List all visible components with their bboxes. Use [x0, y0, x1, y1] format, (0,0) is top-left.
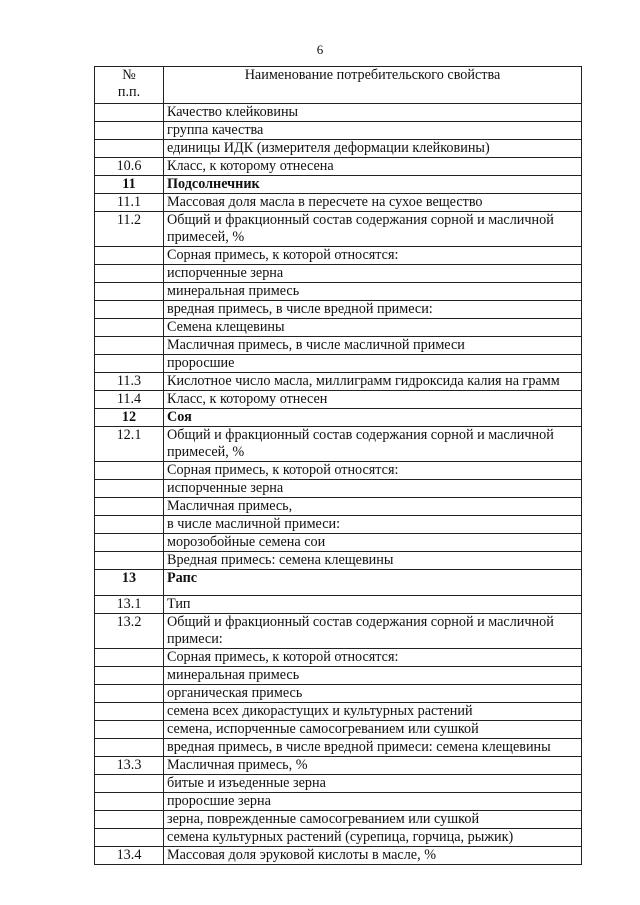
- row-number: [95, 552, 164, 570]
- table-row: [95, 158, 582, 176]
- table-row: [95, 649, 582, 667]
- table-row: [95, 104, 582, 122]
- table-row: [95, 265, 582, 283]
- row-number: [95, 480, 164, 498]
- table-row: [95, 176, 582, 194]
- row-property-name: Массовая доля эруковой кислоты в масле, %: [164, 847, 582, 865]
- table-row: [95, 614, 582, 649]
- table-row: [95, 212, 582, 247]
- row-property-name: Качество клейковины: [164, 104, 582, 122]
- row-number: [95, 498, 164, 516]
- row-property-name: вредная примесь, в числе вредной примеси:: [164, 301, 582, 319]
- row-property-name: Сорная примесь, к которой относятся:: [164, 462, 582, 480]
- row-property-name: Класс, к которому отнесена: [164, 158, 582, 176]
- row-property-name: Сорная примесь, к которой относятся:: [164, 649, 582, 667]
- row-number: [95, 775, 164, 793]
- table-row: [95, 427, 582, 462]
- row-number: [95, 247, 164, 265]
- row-number: [95, 337, 164, 355]
- row-number: 11: [95, 176, 164, 194]
- scan-artifact: [120, 876, 320, 882]
- table-row: [95, 122, 582, 140]
- row-number: 11.2: [95, 212, 164, 247]
- table-row: [95, 757, 582, 775]
- row-number: [95, 104, 164, 122]
- row-number: [95, 649, 164, 667]
- row-property-name: испорченные зерна: [164, 265, 582, 283]
- row-number: 10.6: [95, 158, 164, 176]
- row-property-name: в числе масличной примеси:: [164, 516, 582, 534]
- row-property-name: минеральная примесь: [164, 667, 582, 685]
- table-row: [95, 570, 582, 596]
- row-property-name: Общий и фракционный состав содержания сорной и масличной примеси:: [164, 614, 582, 649]
- table-body: [95, 104, 582, 865]
- table-row: [95, 391, 582, 409]
- table-row: [95, 534, 582, 552]
- properties-table: [94, 66, 582, 865]
- table-row: [95, 596, 582, 614]
- row-property-name: проросшие зерна: [164, 793, 582, 811]
- table-row: [95, 685, 582, 703]
- row-property-name: битые и изъеденные зерна: [164, 775, 582, 793]
- table-row: [95, 498, 582, 516]
- table-row: [95, 194, 582, 212]
- row-number: 13.1: [95, 596, 164, 614]
- table-row: [95, 721, 582, 739]
- row-property-name: зерна, поврежденные самосогреванием или сушкой: [164, 811, 582, 829]
- row-number: [95, 140, 164, 158]
- row-number: [95, 739, 164, 757]
- row-number: [95, 721, 164, 739]
- row-number: [95, 534, 164, 552]
- row-number: [95, 685, 164, 703]
- table-row: [95, 811, 582, 829]
- table-row: [95, 337, 582, 355]
- row-number: 13.4: [95, 847, 164, 865]
- table-row: [95, 140, 582, 158]
- table-row: [95, 775, 582, 793]
- header-name-column: Наименование потребительского свойства: [164, 67, 582, 104]
- table-row: [95, 667, 582, 685]
- row-number: 13.3: [95, 757, 164, 775]
- table-row: [95, 847, 582, 865]
- row-number: [95, 265, 164, 283]
- row-number: 13: [95, 570, 164, 596]
- row-number: [95, 283, 164, 301]
- row-property-name: вредная примесь, в числе вредной примеси: семена клещевины: [164, 739, 582, 757]
- row-property-name: Общий и фракционный состав содержания сорной и масличной примесей, %: [164, 427, 582, 462]
- table-row: [95, 301, 582, 319]
- row-property-name: семена, испорченные самосогреванием или сушкой: [164, 721, 582, 739]
- page-number: 6: [316, 42, 324, 57]
- table-row: [95, 829, 582, 847]
- row-number: 12: [95, 409, 164, 427]
- row-property-name: семена всех дикорастущих и культурных растений: [164, 703, 582, 721]
- row-property-name: Масличная примесь,: [164, 498, 582, 516]
- row-number: [95, 462, 164, 480]
- row-property-name: Масличная примесь, %: [164, 757, 582, 775]
- header-number-symbol: №: [122, 67, 136, 83]
- row-property-name: Общий и фракционный состав содержания сорной и масличной примесей, %: [164, 212, 582, 247]
- row-property-name: органическая примесь: [164, 685, 582, 703]
- row-number: [95, 811, 164, 829]
- row-property-name: Класс, к которому отнесен: [164, 391, 582, 409]
- row-property-name: минеральная примесь: [164, 283, 582, 301]
- row-property-name: семена культурных растений (сурепица, горчица, рыжик): [164, 829, 582, 847]
- table-row: [95, 283, 582, 301]
- row-property-name: проросшие: [164, 355, 582, 373]
- row-property-name: единицы ИДК (измерителя деформации клейковины): [164, 140, 582, 158]
- table-row: [95, 355, 582, 373]
- table-row: [95, 793, 582, 811]
- table-row: [95, 516, 582, 534]
- row-property-name: Масличная примесь, в числе масличной примеси: [164, 337, 582, 355]
- table-row: [95, 247, 582, 265]
- header-number-abbrev: п.п.: [117, 84, 141, 100]
- row-number: [95, 667, 164, 685]
- row-number: [95, 301, 164, 319]
- row-property-name: Рапс: [164, 570, 582, 596]
- row-number: [95, 122, 164, 140]
- row-number: [95, 319, 164, 337]
- row-property-name: Подсолнечник: [164, 176, 582, 194]
- row-property-name: Тип: [164, 596, 582, 614]
- row-property-name: Массовая доля масла в пересчете на сухое вещество: [164, 194, 582, 212]
- row-property-name: испорченные зерна: [164, 480, 582, 498]
- row-property-name: Кислотное число масла, миллиграмм гидроксида калия на грамм: [164, 373, 582, 391]
- table-row: [95, 462, 582, 480]
- table-row: [95, 552, 582, 570]
- row-property-name: Семена клещевины: [164, 319, 582, 337]
- table-row: [95, 319, 582, 337]
- table-row: [95, 703, 582, 721]
- header-number-column: [95, 67, 164, 104]
- row-property-name: Вредная примесь: семена клещевины: [164, 552, 582, 570]
- row-number: 11.4: [95, 391, 164, 409]
- row-number: [95, 829, 164, 847]
- table-row: [95, 739, 582, 757]
- row-number: [95, 703, 164, 721]
- table-row: [95, 409, 582, 427]
- row-number: 11.3: [95, 373, 164, 391]
- row-number: 11.1: [95, 194, 164, 212]
- row-number: [95, 516, 164, 534]
- row-property-name: Сорная примесь, к которой относятся:: [164, 247, 582, 265]
- row-property-name: группа качества: [164, 122, 582, 140]
- row-number: [95, 355, 164, 373]
- row-property-name: Соя: [164, 409, 582, 427]
- table-header-row: [95, 67, 582, 104]
- row-property-name: морозобойные семена сои: [164, 534, 582, 552]
- table-row: [95, 373, 582, 391]
- table-row: [95, 480, 582, 498]
- row-number: 13.2: [95, 614, 164, 649]
- row-number: [95, 793, 164, 811]
- row-number: 12.1: [95, 427, 164, 462]
